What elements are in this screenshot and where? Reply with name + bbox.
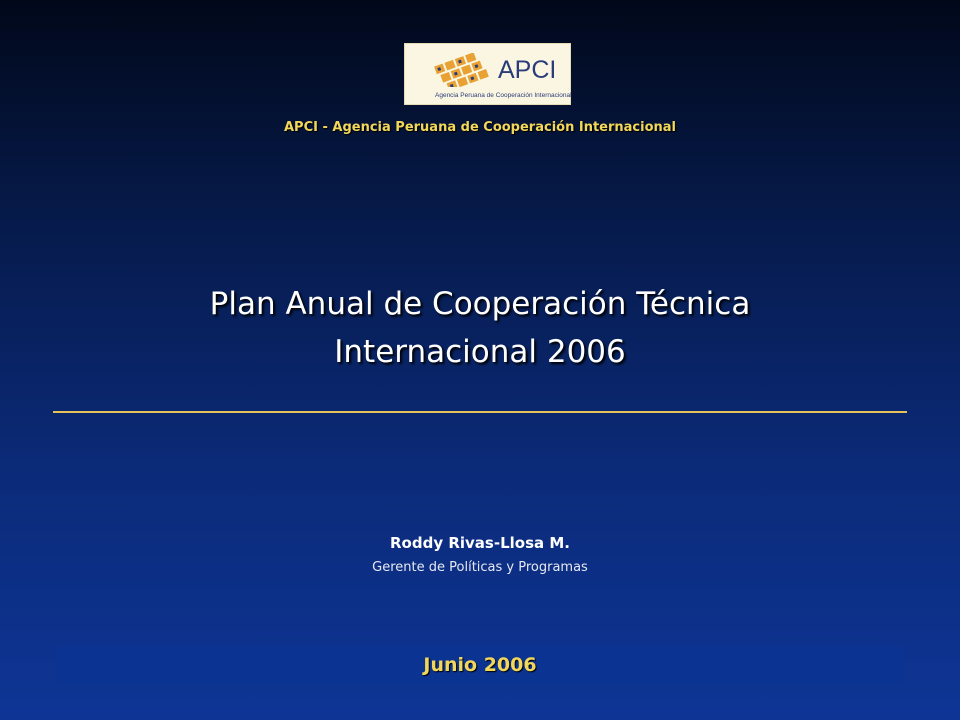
logo-tagline: Agencia Peruana de Cooperación Internacional xyxy=(435,92,572,99)
presentation-date: Junio 2006 xyxy=(423,654,537,676)
slide-title xyxy=(0,280,960,376)
title-line-1: Plan Anual de Cooperación Técnica xyxy=(209,286,751,322)
logo-acronym: APCI xyxy=(498,56,557,84)
agency-name: APCI - Agencia Peruana de Cooperación Internacional xyxy=(283,120,677,135)
title-divider xyxy=(53,411,907,413)
presenter-role: Gerente de Políticas y Programas xyxy=(372,560,588,575)
apci-logo xyxy=(404,43,571,105)
presenter-name: Roddy Rivas-Llosa M. xyxy=(390,534,570,552)
date-bar xyxy=(57,646,903,684)
title-line-2: Internacional 2006 xyxy=(334,334,626,370)
apci-logo-mark-icon xyxy=(431,53,495,87)
